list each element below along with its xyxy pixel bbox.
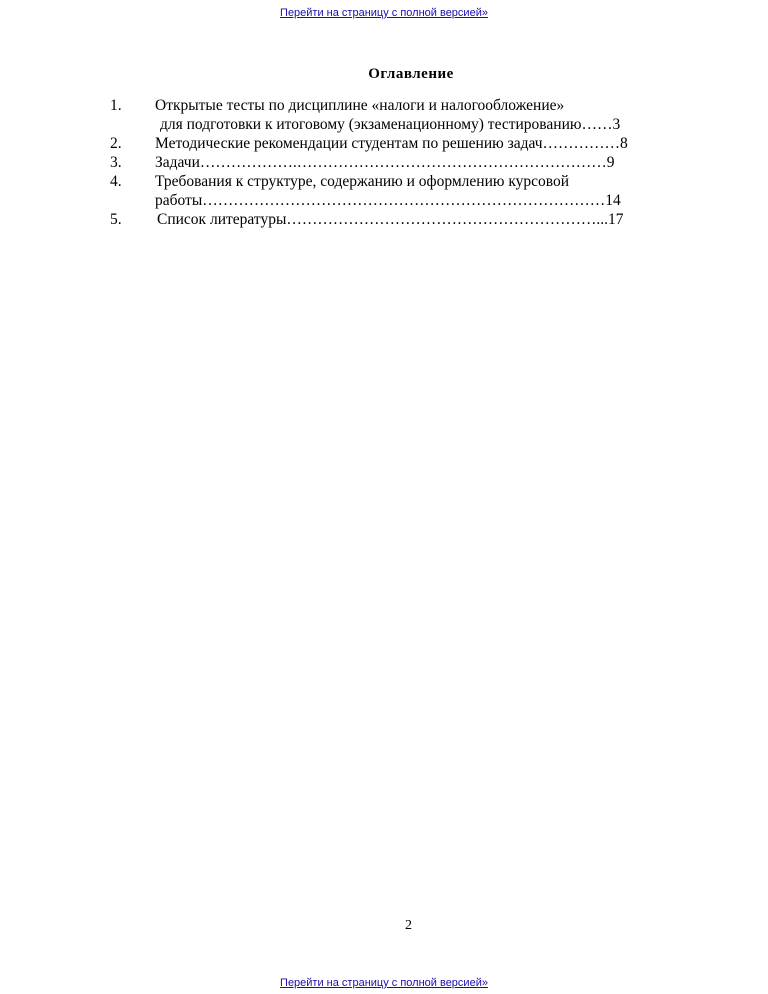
toc-item-3-number: 3. (110, 154, 122, 171)
header-full-version-link-container (0, 7, 768, 20)
toc-item-1-line-1: Открытые тесты по дисциплине «налоги и налогообложение» (155, 97, 565, 114)
toc-item-1-number: 1. (110, 97, 122, 114)
toc-title: Оглавление (368, 66, 454, 82)
header-full-version-link[interactable]: Перейти на страницу с полной версией» (280, 7, 488, 19)
page-number: 2 (405, 918, 412, 933)
toc-item-1-line-2: для подготовки к итоговому (экзаменационному) тестированию……3 (160, 116, 621, 133)
toc-item-5-line-1: Список литературы……………………………………………………...17 (157, 211, 624, 228)
toc-item-2-number: 2. (110, 135, 122, 152)
toc-item-3-line-1: Задачи……………….……………………………………………………9 (155, 154, 615, 171)
footer-full-version-link-container (0, 977, 768, 990)
toc-item-4-number: 4. (110, 173, 122, 190)
toc-item-2-line-1: Методические рекомендации студентам по решению задач……………8 (155, 135, 628, 152)
footer-full-version-link[interactable]: Перейти на страницу с полной версией» (280, 977, 488, 989)
toc-item-5-number: 5. (110, 211, 122, 228)
toc-item-4-line-2: работы……………………………………………………………………14 (155, 192, 621, 209)
toc-item-4-line-1: Требования к структуре, содержанию и оформлению курсовой (155, 173, 570, 190)
